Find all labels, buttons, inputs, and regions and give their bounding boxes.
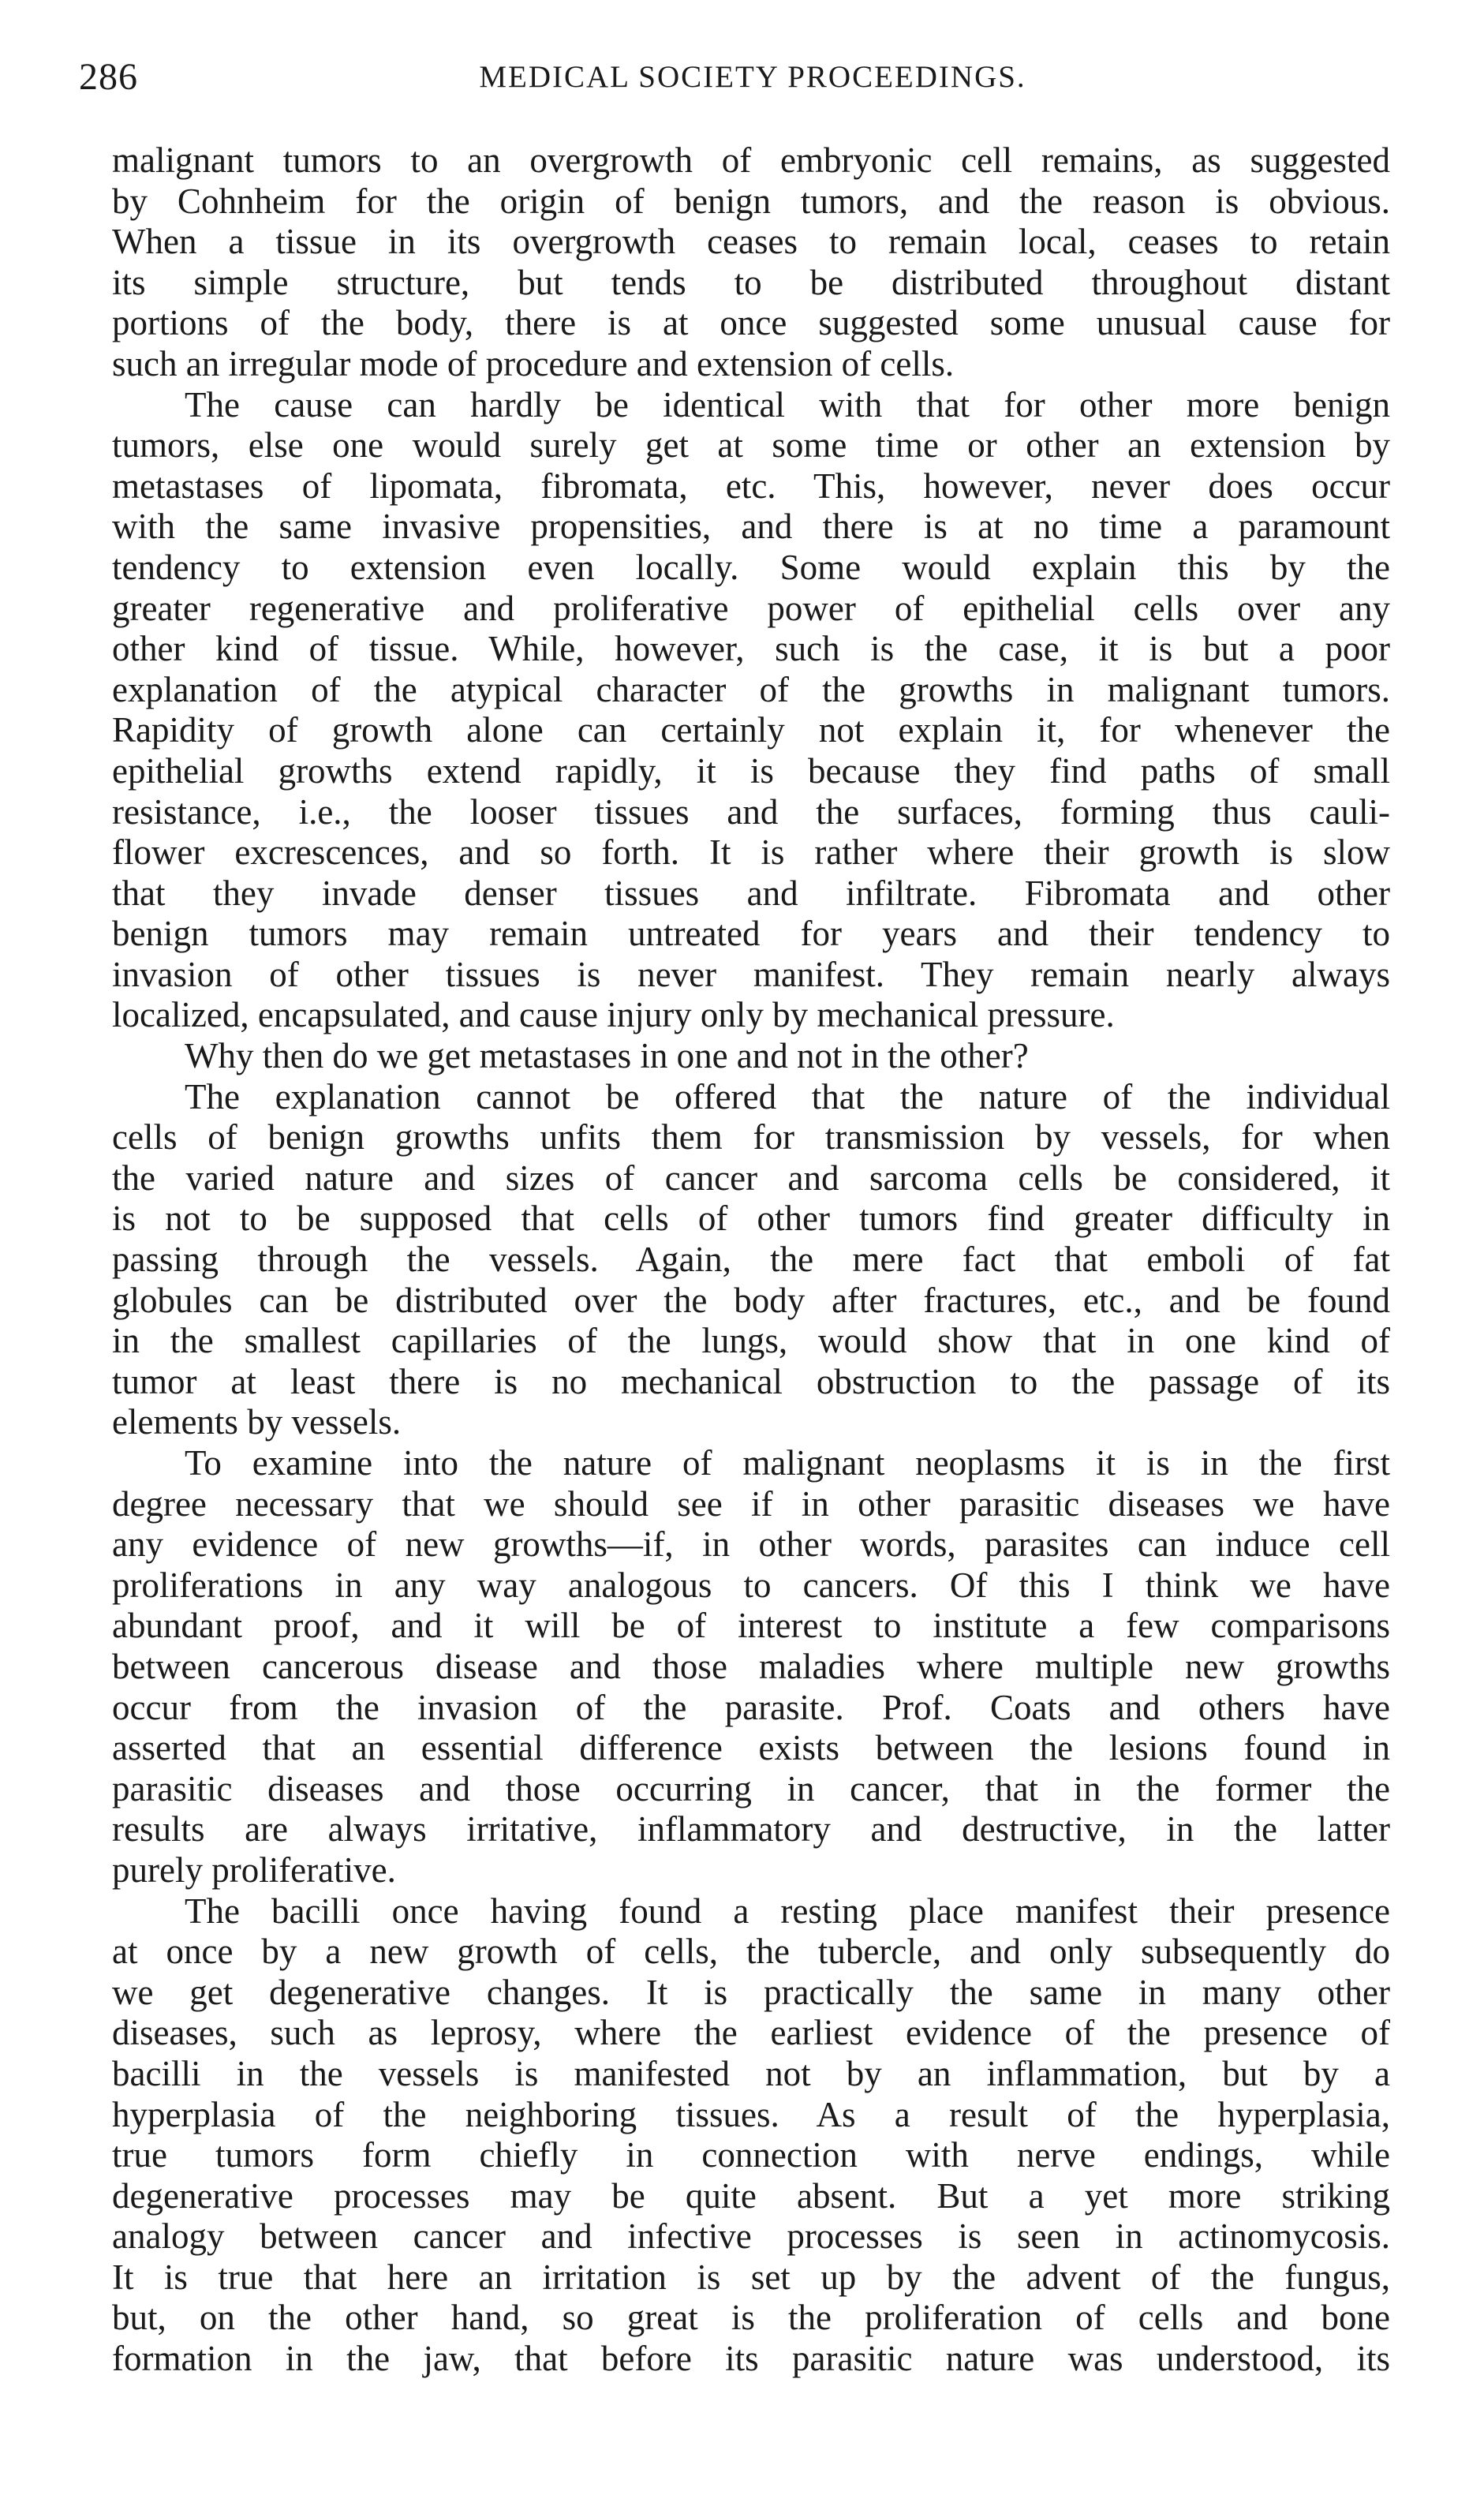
text-line: formation in the jaw, that before its parasitic nature was understood, its bbox=[112, 2339, 1390, 2379]
text-line: elements by vessels. bbox=[112, 1402, 402, 1442]
page-number: 286 bbox=[79, 56, 138, 98]
text-line: tendency to extension even locally. Some would explain this by the bbox=[112, 547, 1390, 587]
text-line: its simple structure, but tends to be distributed throughout distant bbox=[112, 262, 1390, 302]
text-line: occur from the invasion of the parasite. Prof. Coats and others have bbox=[112, 1687, 1390, 1727]
text-line: metastases of lipomata, fibromata, etc. This, however, never does occur bbox=[112, 466, 1390, 506]
text-line: passing through the vessels. Again, the mere fact that emboli of fat bbox=[112, 1240, 1390, 1280]
text-line: diseases, such as leprosy, where the earliest evidence of the presence of bbox=[112, 2013, 1390, 2053]
text-line: cells of benign growths unfits them for transmission by vessels, for when bbox=[112, 1117, 1390, 1158]
text-line: with the same invasive propensities, and there is at no time a paramount bbox=[112, 507, 1390, 547]
text-line: tumors, else one would surely get at some time or other an extension by bbox=[112, 425, 1390, 466]
text-line: epithelial growths extend rapidly, it is because they find paths of small bbox=[112, 750, 1390, 791]
text-line: we get degenerative changes. It is practically the same in many other bbox=[112, 1972, 1390, 2012]
text-line: When a tissue in its overgrowth ceases to remain local, ceases to retain bbox=[112, 222, 1390, 262]
text-line: in the smallest capillaries of the lungs, would show that in one kind of bbox=[112, 1321, 1390, 1361]
text-line: portions of the body, there is at once suggested some unusual cause for bbox=[112, 303, 1390, 343]
text-line: greater regenerative and proliferative power of epithelial cells over any bbox=[112, 588, 1390, 628]
running-header bbox=[79, 46, 1395, 109]
text-line: abundant proof, and it will be of interest to institute a few comparisons bbox=[112, 1606, 1390, 1646]
text-line: any evidence of new growths—if, in other words, parasites can induce cell bbox=[112, 1524, 1390, 1565]
text-line: by Cohnheim for the origin of benign tumors, and the reason is obvious. bbox=[112, 181, 1390, 221]
text-line: hyperplasia of the neighboring tissues. As a result of the hyperplasia, bbox=[112, 2094, 1390, 2134]
text-line: is not to be supposed that cells of other tumors find greater difficulty in bbox=[112, 1199, 1390, 1239]
text-line: The explanation cannot be offered that the nature of the individual bbox=[185, 1076, 1390, 1116]
text-line: bacilli in the vessels is manifested not by an inflammation, but by a bbox=[112, 2053, 1390, 2093]
text-line: between cancerous disease and those maladies where multiple new growths bbox=[112, 1646, 1390, 1686]
text-line: Why then do we get metastases in one and not in the other? bbox=[185, 1036, 1029, 1076]
text-line: tumor at least there is no mechanical obstruction to the passage of its bbox=[112, 1361, 1390, 1401]
text-line: Rapidity of growth alone can certainly not explain it, for whenever the bbox=[112, 710, 1390, 750]
text-line: The cause can hardly be identical with that for other more benign bbox=[185, 384, 1390, 425]
text-line: flower excrescences, and so forth. It is rather where their growth is slow bbox=[112, 832, 1390, 873]
text-line: proliferations in any way analogous to cancers. Of this I think we have bbox=[112, 1565, 1390, 1605]
text-line: purely proliferative. bbox=[112, 1850, 396, 1890]
text-line: that they invade denser tissues and infiltrate. Fibromata and other bbox=[112, 873, 1390, 913]
text-line: resistance, i.e., the looser tissues and the surfaces, forming thus cauli- bbox=[112, 791, 1390, 832]
text-line: malignant tumors to an overgrowth of embryonic cell remains, as suggested bbox=[112, 140, 1390, 180]
text-line: invasion of other tissues is never manifest. They remain nearly always bbox=[112, 954, 1390, 994]
text-line: globules can be distributed over the body after fractures, etc., and be found bbox=[112, 1280, 1390, 1320]
text-line: explanation of the atypical character of the growths in malignant tumors. bbox=[112, 669, 1390, 709]
text-line: parasitic diseases and those occurring in cancer, that in the former the bbox=[112, 1768, 1390, 1808]
text-line: The bacilli once having found a resting place manifest their presence bbox=[185, 1891, 1390, 1931]
body-text bbox=[112, 140, 1390, 2380]
text-line: such an irregular mode of procedure and extension of cells. bbox=[112, 343, 955, 383]
text-line: analogy between cancer and infective processes is seen in actinomycosis. bbox=[112, 2216, 1390, 2257]
text-line: the varied nature and sizes of cancer and sarcoma cells be considered, it bbox=[112, 1158, 1390, 1198]
text-line: other kind of tissue. While, however, such is the case, it is but a poor bbox=[112, 629, 1390, 669]
text-line: at once by a new growth of cells, the tubercle, and only subsequently do bbox=[112, 1932, 1390, 1972]
text-line: true tumors form chiefly in connection with nerve endings, while bbox=[112, 2135, 1390, 2175]
text-line: asserted that an essential difference exists between the lesions found in bbox=[112, 1728, 1390, 1768]
text-line: but, on the other hand, so great is the proliferation of cells and bone bbox=[112, 2298, 1390, 2338]
text-line: localized, encapsulated, and cause injury only by mechanical pressure. bbox=[112, 995, 1115, 1035]
text-line: degree necessary that we should see if in other parasitic diseases we have bbox=[112, 1483, 1390, 1524]
text-line: results are always irritative, inflammatory and destructive, in the latter bbox=[112, 1809, 1390, 1850]
text-line: It is true that here an irritation is set up by the advent of the fungus, bbox=[112, 2257, 1390, 2297]
text-line: degenerative processes may be quite absent. But a yet more striking bbox=[112, 2175, 1390, 2216]
text-line: benign tumors may remain untreated for years and their tendency to bbox=[112, 914, 1390, 954]
running-title: MEDICAL SOCIETY PROCEEDINGS. bbox=[479, 60, 1026, 94]
text-line: To examine into the nature of malignant neoplasms it is in the first bbox=[185, 1443, 1390, 1483]
